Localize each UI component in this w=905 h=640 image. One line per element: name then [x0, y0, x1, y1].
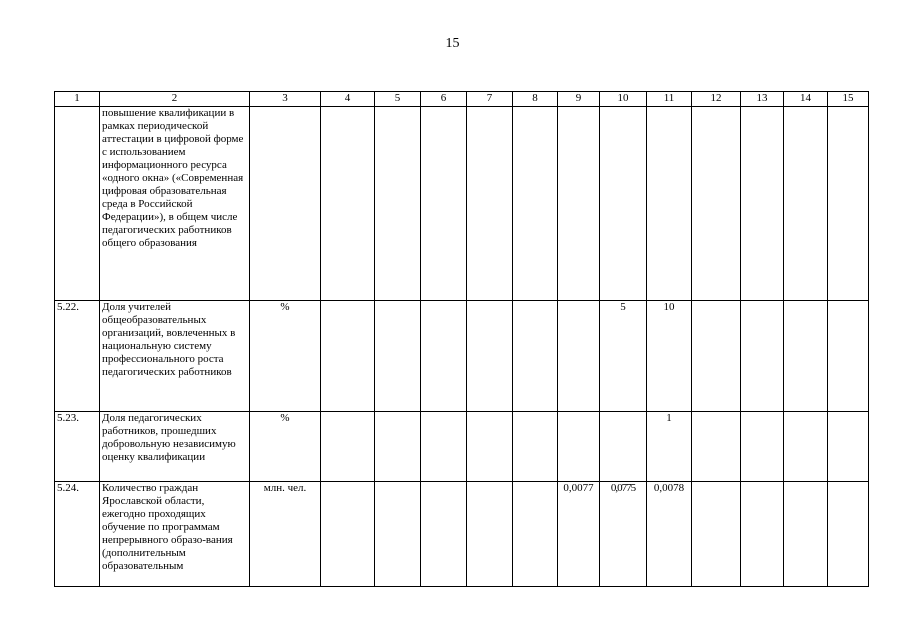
column-header: 14	[784, 92, 828, 107]
table-header-row	[55, 92, 869, 107]
indicators-table	[54, 91, 869, 587]
column-header: 15	[828, 92, 869, 107]
unit-cell	[250, 107, 321, 301]
value-cell	[513, 107, 558, 301]
value-cell: 1	[647, 412, 692, 482]
value-cell: 0,0078	[647, 482, 692, 587]
value-cell: 0,0077	[558, 482, 600, 587]
page-number: 15	[445, 36, 460, 51]
column-header: 1	[55, 92, 100, 107]
value-cell	[741, 482, 784, 587]
value-cell	[558, 412, 600, 482]
value-cell	[513, 482, 558, 587]
indicator-name: повышение квалификации в рамках периодической аттестации в цифровой форме с использованием информационного ресурса «одного окна» («Современная цифровая образовательная среда в Российской Федерации»), в общем числе педагогических работников общего образования	[100, 107, 250, 301]
column-header: 4	[321, 92, 375, 107]
value-cell	[828, 412, 869, 482]
value-cell: 5	[600, 301, 647, 412]
table-row	[55, 107, 869, 301]
value-cell	[375, 482, 421, 587]
indicator-name: Количество граждан Ярославской области, ежегодно проходящих обучение по программам непрерывного образо-вания (дополнительным образовательным	[100, 482, 250, 587]
row-number: 5.24.	[55, 482, 100, 587]
unit-cell: %	[250, 301, 321, 412]
value-cell	[513, 301, 558, 412]
value-cell	[375, 301, 421, 412]
value-cell	[467, 412, 513, 482]
column-header: 5	[375, 92, 421, 107]
value-cell	[467, 301, 513, 412]
column-header: 11	[647, 92, 692, 107]
value-cell	[692, 301, 741, 412]
value-cell: 0,0775	[600, 482, 647, 587]
column-header: 3	[250, 92, 321, 107]
column-header: 6	[421, 92, 467, 107]
column-header: 8	[513, 92, 558, 107]
value-cell	[375, 412, 421, 482]
value-cell	[692, 107, 741, 301]
value-cell	[467, 107, 513, 301]
value-cell	[741, 107, 784, 301]
value-cell	[600, 412, 647, 482]
value-cell	[828, 482, 869, 587]
value-cell	[784, 107, 828, 301]
value-cell	[741, 412, 784, 482]
value-cell	[692, 412, 741, 482]
value-cell	[741, 301, 784, 412]
value-cell	[421, 412, 467, 482]
value-cell	[321, 482, 375, 587]
value-cell	[558, 107, 600, 301]
table-row	[55, 482, 869, 587]
value-cell	[784, 482, 828, 587]
column-header: 2	[100, 92, 250, 107]
indicator-name: Доля учителей общеобразовательных организаций, вовлеченных в национальную систему профессионального роста педагогических работников	[100, 301, 250, 412]
value-cell	[828, 301, 869, 412]
value-cell	[828, 107, 869, 301]
row-number: 5.23.	[55, 412, 100, 482]
value-cell	[558, 301, 600, 412]
value-cell	[513, 412, 558, 482]
value-cell	[784, 412, 828, 482]
value-cell	[321, 412, 375, 482]
column-header: 9	[558, 92, 600, 107]
value-cell	[647, 107, 692, 301]
value-cell	[421, 107, 467, 301]
column-header: 12	[692, 92, 741, 107]
value-cell	[421, 482, 467, 587]
unit-cell: %	[250, 412, 321, 482]
column-header: 13	[741, 92, 784, 107]
row-number: 5.22.	[55, 301, 100, 412]
value-cell	[321, 107, 375, 301]
table-row	[55, 301, 869, 412]
value-cell	[692, 482, 741, 587]
table-row	[55, 412, 869, 482]
column-header: 7	[467, 92, 513, 107]
column-header: 10	[600, 92, 647, 107]
value-cell	[467, 482, 513, 587]
value-cell	[321, 301, 375, 412]
value-cell	[784, 301, 828, 412]
value-cell: 10	[647, 301, 692, 412]
indicator-name: Доля педагогических работников, прошедших добровольную независимую оценку квалификации	[100, 412, 250, 482]
value-cell	[600, 107, 647, 301]
value-cell	[421, 301, 467, 412]
unit-cell: млн. чел.	[250, 482, 321, 587]
row-number	[55, 107, 100, 301]
value-cell	[375, 107, 421, 301]
